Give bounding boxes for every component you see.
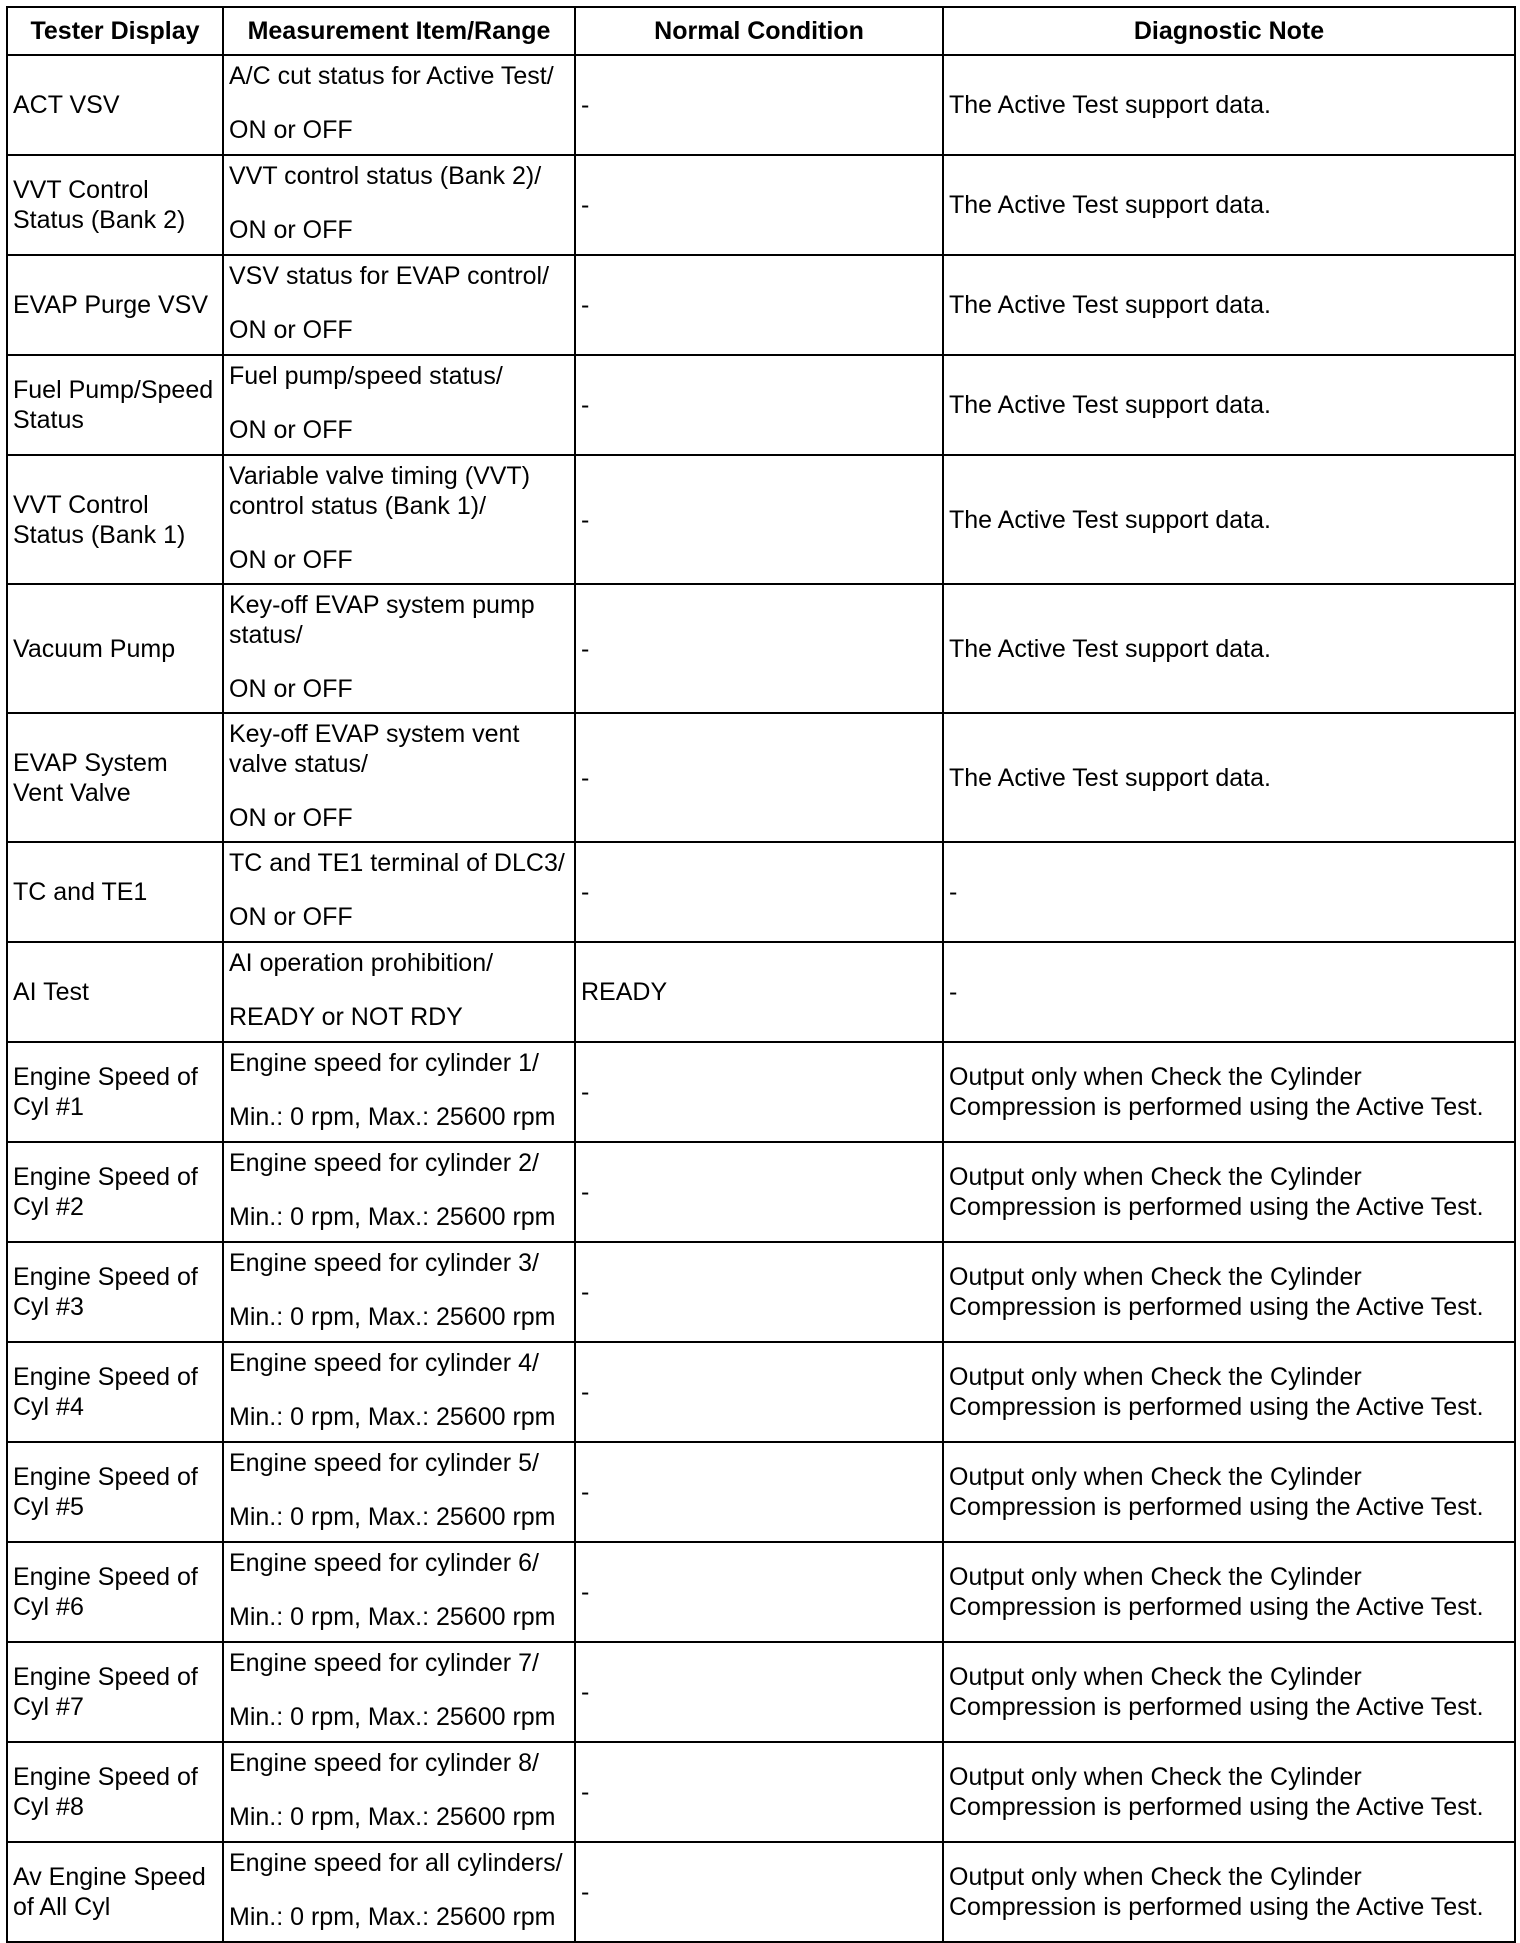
normal-condition-cell: - bbox=[575, 1842, 943, 1942]
normal-condition-cell: - bbox=[575, 1442, 943, 1542]
measurement-cell bbox=[223, 255, 575, 355]
measurement-cell bbox=[223, 713, 575, 842]
measurement-item: Engine speed for cylinder 8/ bbox=[229, 1749, 539, 1777]
measurement-cell bbox=[223, 842, 575, 942]
measurement-range: ON or OFF bbox=[229, 216, 353, 244]
measurement-range: Min.: 0 rpm, Max.: 25600 rpm bbox=[229, 1903, 556, 1931]
measurement-item: Engine speed for cylinder 6/ bbox=[229, 1549, 539, 1577]
normal-condition-cell: - bbox=[575, 1542, 943, 1642]
tester-display-cell: Engine Speed of Cyl #6 bbox=[7, 1542, 223, 1642]
diagnostic-note-cell: - bbox=[943, 842, 1515, 942]
measurement-cell bbox=[223, 942, 575, 1042]
header-tester-display: Tester Display bbox=[7, 7, 223, 55]
normal-condition-cell: READY bbox=[575, 942, 943, 1042]
measurement-range: ON or OFF bbox=[229, 416, 353, 444]
measurement-cell bbox=[223, 584, 575, 713]
diagnostic-note-cell: Output only when Check the Cylinder Compression is performed using the Active Test. bbox=[943, 1342, 1515, 1442]
normal-condition-cell: - bbox=[575, 255, 943, 355]
diagnostic-note-cell: The Active Test support data. bbox=[943, 713, 1515, 842]
header-normal-condition: Normal Condition bbox=[575, 7, 943, 55]
measurement-item: Engine speed for cylinder 3/ bbox=[229, 1249, 539, 1277]
measurement-item: AI operation prohibition/ bbox=[229, 949, 494, 977]
measurement-cell bbox=[223, 55, 575, 155]
tester-display-cell: EVAP Purge VSV bbox=[7, 255, 223, 355]
measurement-range: Min.: 0 rpm, Max.: 25600 rpm bbox=[229, 1403, 556, 1431]
measurement-range: ON or OFF bbox=[229, 116, 353, 144]
tester-display-cell: Engine Speed of Cyl #5 bbox=[7, 1442, 223, 1542]
tester-display-cell: AI Test bbox=[7, 942, 223, 1042]
header-diagnostic-note: Diagnostic Note bbox=[943, 7, 1515, 55]
header-measurement-item: Measurement Item/Range bbox=[223, 7, 575, 55]
measurement-range: ON or OFF bbox=[229, 903, 353, 931]
table-row bbox=[7, 1042, 1515, 1142]
table-row bbox=[7, 1342, 1515, 1442]
normal-condition-cell: - bbox=[575, 55, 943, 155]
diagnostic-note-cell: Output only when Check the Cylinder Compression is performed using the Active Test. bbox=[943, 1042, 1515, 1142]
diagnostic-note-cell: Output only when Check the Cylinder Compression is performed using the Active Test. bbox=[943, 1842, 1515, 1942]
measurement-range: Min.: 0 rpm, Max.: 25600 rpm bbox=[229, 1603, 556, 1631]
table-row bbox=[7, 355, 1515, 455]
normal-condition-cell: - bbox=[575, 455, 943, 584]
tester-display-cell: Engine Speed of Cyl #4 bbox=[7, 1342, 223, 1442]
measurement-range: ON or OFF bbox=[229, 316, 353, 344]
measurement-cell bbox=[223, 1342, 575, 1442]
measurement-cell bbox=[223, 1742, 575, 1842]
normal-condition-cell: - bbox=[575, 842, 943, 942]
measurement-range: ON or OFF bbox=[229, 804, 353, 832]
measurement-range: ON or OFF bbox=[229, 546, 353, 574]
diagnostic-note-cell: The Active Test support data. bbox=[943, 255, 1515, 355]
diagnostic-note-cell: The Active Test support data. bbox=[943, 155, 1515, 255]
measurement-item: Key-off EVAP system pump status/ bbox=[229, 591, 535, 649]
table-row bbox=[7, 255, 1515, 355]
normal-condition-cell: - bbox=[575, 1642, 943, 1742]
table-row bbox=[7, 1842, 1515, 1942]
table-row bbox=[7, 584, 1515, 713]
diagnostic-note-cell: - bbox=[943, 942, 1515, 1042]
measurement-item: Engine speed for cylinder 2/ bbox=[229, 1149, 539, 1177]
normal-condition-cell: - bbox=[575, 155, 943, 255]
diagnostic-note-cell: Output only when Check the Cylinder Compression is performed using the Active Test. bbox=[943, 1242, 1515, 1342]
diagnostic-note-cell: Output only when Check the Cylinder Compression is performed using the Active Test. bbox=[943, 1442, 1515, 1542]
tester-display-cell: Av Engine Speed of All Cyl bbox=[7, 1842, 223, 1942]
diagnostic-note-cell: Output only when Check the Cylinder Compression is performed using the Active Test. bbox=[943, 1542, 1515, 1642]
table-row bbox=[7, 1142, 1515, 1242]
normal-condition-cell: - bbox=[575, 1042, 943, 1142]
data-list-table bbox=[6, 6, 1516, 1943]
table-row bbox=[7, 942, 1515, 1042]
measurement-cell bbox=[223, 1242, 575, 1342]
measurement-cell bbox=[223, 1042, 575, 1142]
table-row bbox=[7, 842, 1515, 942]
data-list-sheet bbox=[6, 6, 1514, 1943]
measurement-range: Min.: 0 rpm, Max.: 25600 rpm bbox=[229, 1703, 556, 1731]
table-row bbox=[7, 1642, 1515, 1742]
measurement-item: A/C cut status for Active Test/ bbox=[229, 62, 554, 90]
diagnostic-note-cell: The Active Test support data. bbox=[943, 355, 1515, 455]
measurement-range: Min.: 0 rpm, Max.: 25600 rpm bbox=[229, 1803, 556, 1831]
measurement-item: Engine speed for cylinder 1/ bbox=[229, 1049, 539, 1077]
measurement-item: Variable valve timing (VVT) control status (Bank 1)/ bbox=[229, 462, 531, 520]
normal-condition-cell: - bbox=[575, 1342, 943, 1442]
measurement-cell bbox=[223, 355, 575, 455]
table-row bbox=[7, 1742, 1515, 1842]
tester-display-cell: ACT VSV bbox=[7, 55, 223, 155]
measurement-cell bbox=[223, 1842, 575, 1942]
table-row bbox=[7, 55, 1515, 155]
table-row bbox=[7, 155, 1515, 255]
measurement-item: Engine speed for all cylinders/ bbox=[229, 1849, 563, 1877]
measurement-item: VSV status for EVAP control/ bbox=[229, 262, 550, 290]
table-row bbox=[7, 713, 1515, 842]
measurement-item: TC and TE1 terminal of DLC3/ bbox=[229, 849, 565, 877]
tester-display-cell: Engine Speed of Cyl #1 bbox=[7, 1042, 223, 1142]
normal-condition-cell: - bbox=[575, 1142, 943, 1242]
measurement-cell bbox=[223, 1542, 575, 1642]
measurement-item: Engine speed for cylinder 4/ bbox=[229, 1349, 539, 1377]
tester-display-cell: Engine Speed of Cyl #7 bbox=[7, 1642, 223, 1742]
normal-condition-cell: - bbox=[575, 713, 943, 842]
normal-condition-cell: - bbox=[575, 1242, 943, 1342]
measurement-range: Min.: 0 rpm, Max.: 25600 rpm bbox=[229, 1503, 556, 1531]
measurement-range: Min.: 0 rpm, Max.: 25600 rpm bbox=[229, 1303, 556, 1331]
diagnostic-note-cell: Output only when Check the Cylinder Compression is performed using the Active Test. bbox=[943, 1142, 1515, 1242]
header-row bbox=[7, 7, 1515, 55]
table-row bbox=[7, 1242, 1515, 1342]
table-row bbox=[7, 1542, 1515, 1642]
normal-condition-cell: - bbox=[575, 355, 943, 455]
measurement-range: ON or OFF bbox=[229, 675, 353, 703]
tester-display-cell: VVT Control Status (Bank 2) bbox=[7, 155, 223, 255]
measurement-item: Key-off EVAP system vent valve status/ bbox=[229, 720, 520, 778]
diagnostic-note-cell: The Active Test support data. bbox=[943, 455, 1515, 584]
tester-display-cell: TC and TE1 bbox=[7, 842, 223, 942]
diagnostic-note-cell: Output only when Check the Cylinder Compression is performed using the Active Test. bbox=[943, 1642, 1515, 1742]
measurement-item: Fuel pump/speed status/ bbox=[229, 362, 503, 390]
table-row bbox=[7, 455, 1515, 584]
diagnostic-note-cell: The Active Test support data. bbox=[943, 55, 1515, 155]
tester-display-cell: VVT Control Status (Bank 1) bbox=[7, 455, 223, 584]
tester-display-cell: Engine Speed of Cyl #8 bbox=[7, 1742, 223, 1842]
tester-display-cell: Fuel Pump/Speed Status bbox=[7, 355, 223, 455]
table-row bbox=[7, 1442, 1515, 1542]
measurement-cell bbox=[223, 1442, 575, 1542]
diagnostic-note-cell: Output only when Check the Cylinder Compression is performed using the Active Test. bbox=[943, 1742, 1515, 1842]
measurement-range: Min.: 0 rpm, Max.: 25600 rpm bbox=[229, 1103, 556, 1131]
tester-display-cell: EVAP System Vent Valve bbox=[7, 713, 223, 842]
normal-condition-cell: - bbox=[575, 584, 943, 713]
measurement-range: Min.: 0 rpm, Max.: 25600 rpm bbox=[229, 1203, 556, 1231]
tester-display-cell: Engine Speed of Cyl #2 bbox=[7, 1142, 223, 1242]
measurement-cell bbox=[223, 155, 575, 255]
measurement-cell bbox=[223, 455, 575, 584]
measurement-item: VVT control status (Bank 2)/ bbox=[229, 162, 542, 190]
measurement-item: Engine speed for cylinder 5/ bbox=[229, 1449, 539, 1477]
tester-display-cell: Engine Speed of Cyl #3 bbox=[7, 1242, 223, 1342]
normal-condition-cell: - bbox=[575, 1742, 943, 1842]
measurement-cell bbox=[223, 1642, 575, 1742]
measurement-item: Engine speed for cylinder 7/ bbox=[229, 1649, 539, 1677]
diagnostic-note-cell: The Active Test support data. bbox=[943, 584, 1515, 713]
measurement-range: READY or NOT RDY bbox=[229, 1003, 463, 1031]
tester-display-cell: Vacuum Pump bbox=[7, 584, 223, 713]
measurement-cell bbox=[223, 1142, 575, 1242]
